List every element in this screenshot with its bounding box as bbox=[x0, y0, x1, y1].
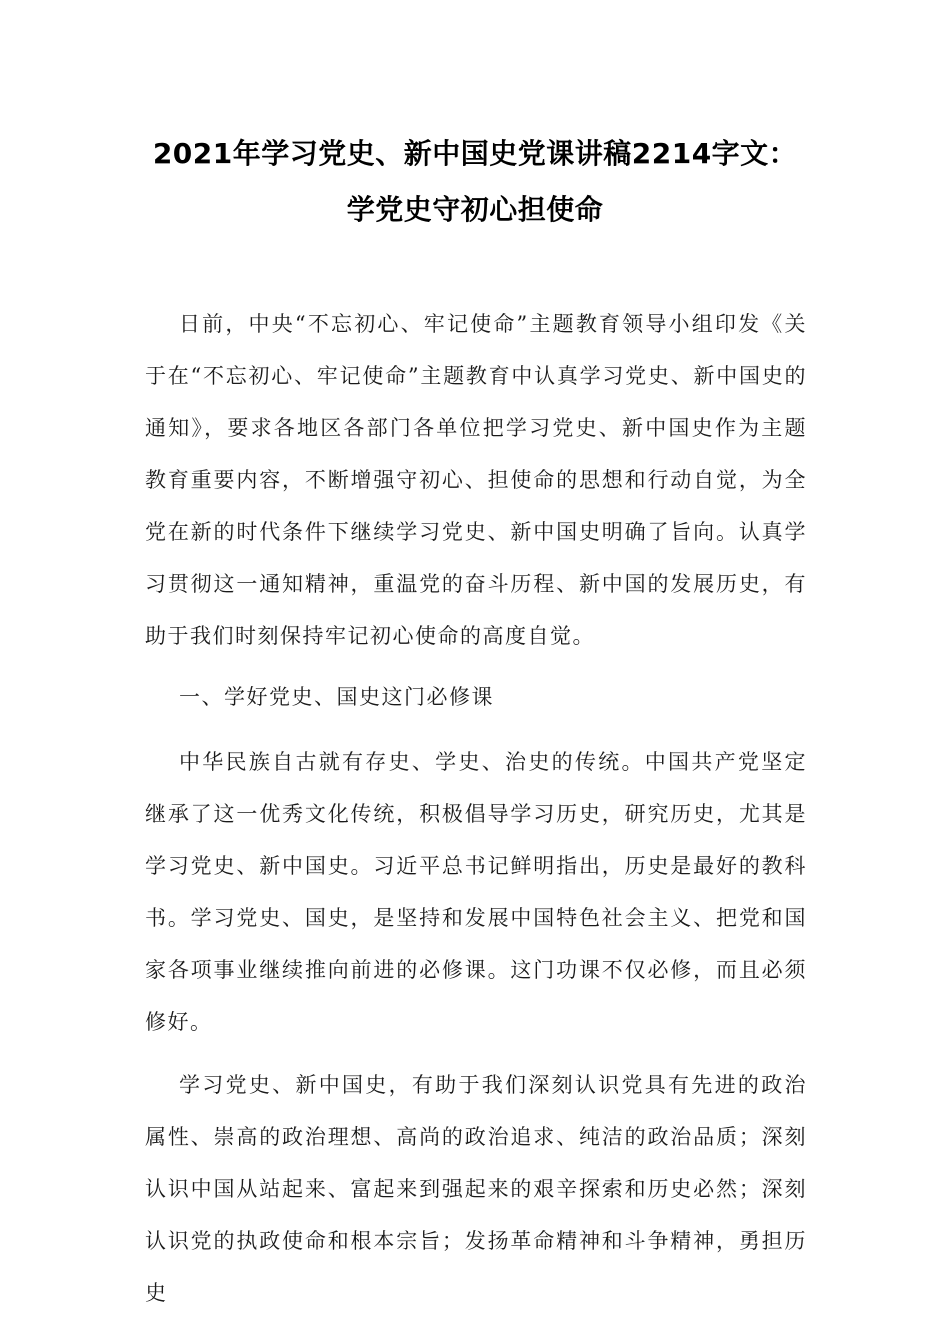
paragraph-intro: 日前，中央“不忘初心、牢记使命”主题教育领导小组印发《关于在“不忘初心、牢记使命”主题教育中认真学习党史、新中国史的通知》，要求各地区各部门各单位把学习党史、新中国史作为主题教育重要内容，不断增强守初心、担使命的思想和行动自觉，为全党在新的时代条件下继续学习党史、新中国史明确了旨向。认真学习贯彻这一通知精神，重温党的奋斗历程、新中国的发展历史，有助于我们时刻保持牢记初心使命的高度自觉。 bbox=[145, 312, 807, 648]
section-heading-1: 一、学好党史、国史这门必修课 bbox=[179, 685, 494, 709]
document-title: 2021年学习党史、新中国史党课讲稿2214字文：学党史守初心担使命 bbox=[152, 137, 798, 226]
document-body bbox=[145, 298, 807, 1319]
paragraph-history-tradition: 中华民族自古就有存史、学史、治史的传统。中国共产党坚定继承了这一优秀文化传统，积极倡导学习历史，研究历史，尤其是学习党史、新中国史。习近平总书记鲜明指出，历史是最好的教科书。学习党史、国史，是坚持和发展中国特色社会主义、把党和国家各项事业继续推向前进的必修课。这门功课不仅必修，而且必须修好。 bbox=[145, 750, 807, 1034]
paragraph-study-significance: 学习党史、新中国史，有助于我们深刻认识党具有先进的政治属性、崇高的政治理想、高尚的政治追求、纯洁的政治品质；深刻认识中国从站起来、富起来到强起来的艰辛探索和历史必然；深刻认识党的执政使命和根本宗旨；发扬革命精神和斗争精神，勇担历史 bbox=[145, 1073, 807, 1305]
